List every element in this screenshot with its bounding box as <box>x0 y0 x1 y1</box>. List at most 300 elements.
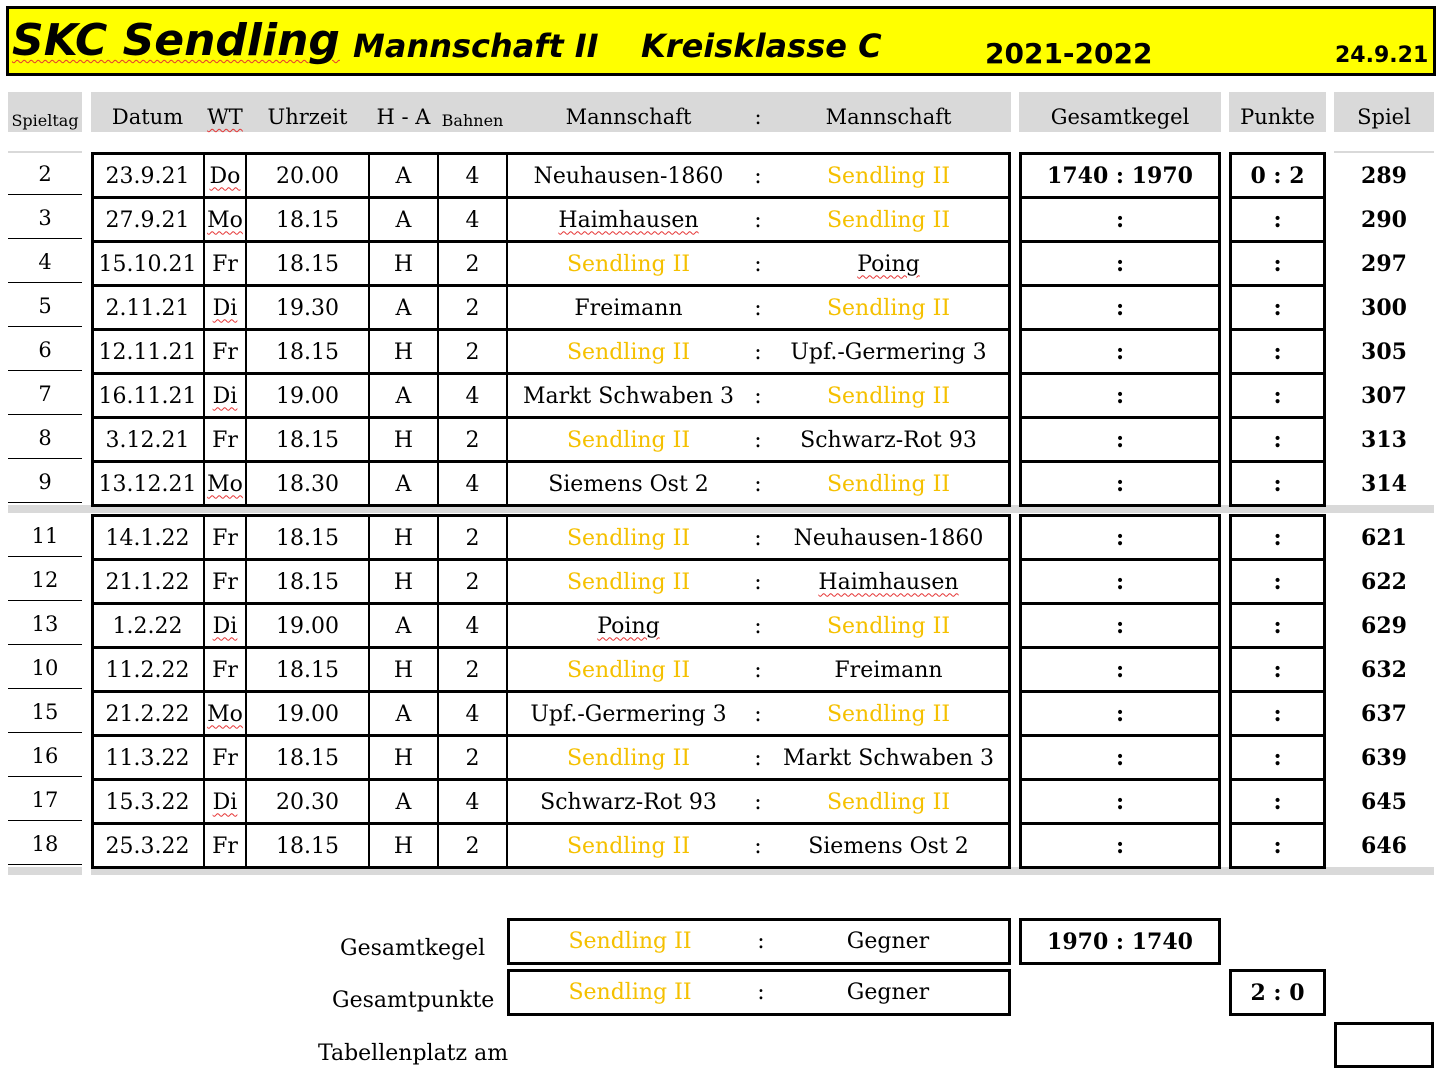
league-name: Kreisklasse C <box>641 27 882 65</box>
summary-kegel-box <box>507 918 1011 965</box>
match-wt <box>204 648 246 692</box>
match-home <box>507 516 750 560</box>
match-punkte-text: : <box>1273 657 1282 683</box>
match-ha <box>369 648 438 692</box>
match-uhrzeit <box>246 560 369 604</box>
match-away <box>766 242 1011 286</box>
spieltag-underline <box>8 820 82 821</box>
match-punkte <box>1229 648 1326 692</box>
match-bahnen <box>438 824 507 868</box>
match-uhrzeit-text: 18.15 <box>276 657 339 683</box>
match-uhrzeit-text: 18.15 <box>276 525 339 551</box>
match-home <box>507 374 750 418</box>
match-bahnen-text: 2 <box>465 295 480 321</box>
spieltag-underline <box>8 194 82 195</box>
match-kegel <box>1019 462 1221 506</box>
match-punkte <box>1229 418 1326 462</box>
match-ha-text: H <box>393 251 414 277</box>
match-sep-text: : <box>754 339 762 365</box>
match-away <box>766 560 1011 604</box>
match-sep-text: : <box>754 613 762 639</box>
spieltag-underline <box>8 282 82 283</box>
summary-kegel-label: Gesamtkegel <box>340 936 486 961</box>
title-banner <box>6 6 1436 76</box>
team-name: Mannschaft II <box>353 27 599 65</box>
match-datum-text: 15.3.22 <box>105 789 190 815</box>
match-sep-text: : <box>754 251 762 277</box>
match-wt-text: Di <box>212 383 238 409</box>
match-home <box>507 286 750 330</box>
match-uhrzeit-text: 20.30 <box>276 789 339 815</box>
spieltag-underline <box>8 776 82 777</box>
match-bahnen-text: 2 <box>465 745 480 771</box>
match-away <box>766 374 1011 418</box>
match-kegel <box>1019 824 1221 868</box>
match-bahnen <box>438 242 507 286</box>
match-punkte <box>1229 516 1326 560</box>
match-wt-text: Mo <box>207 701 243 727</box>
print-date: 24.9.21 <box>1335 43 1429 68</box>
match-wt <box>204 286 246 330</box>
match-bahnen-text: 2 <box>465 569 480 595</box>
spieltag-number: 7 <box>38 382 52 406</box>
match-spiel <box>1334 374 1434 418</box>
match-home <box>507 780 750 824</box>
match-bahnen <box>438 418 507 462</box>
match-kegel <box>1019 560 1221 604</box>
match-ha-text: H <box>393 833 414 859</box>
match-ha <box>369 516 438 560</box>
match-datum <box>91 516 204 560</box>
match-uhrzeit <box>246 824 369 868</box>
match-bahnen <box>438 604 507 648</box>
spieltag-number: 8 <box>38 426 52 450</box>
match-uhrzeit <box>246 330 369 374</box>
match-wt-text: Fr <box>212 525 238 551</box>
header-gesamtkegel: Gesamtkegel <box>1050 105 1190 129</box>
match-kegel <box>1019 648 1221 692</box>
tabellenplatz-label: Tabellenplatz am <box>318 1041 509 1066</box>
match-spiel-text: 629 <box>1361 613 1407 639</box>
match-kegel-text: : <box>1115 339 1125 365</box>
match-kegel-text: : <box>1115 569 1125 595</box>
match-kegel <box>1019 780 1221 824</box>
match-away <box>766 198 1011 242</box>
match-ha-text: H <box>393 569 414 595</box>
match-ha <box>369 692 438 736</box>
match-kegel-text: : <box>1115 207 1125 233</box>
match-bahnen <box>438 154 507 198</box>
spieltag-number: 6 <box>38 338 52 362</box>
match-punkte-text: 0 : 2 <box>1250 163 1305 189</box>
match-uhrzeit <box>246 198 369 242</box>
match-spiel <box>1334 462 1434 506</box>
match-ha-text: A <box>395 163 412 189</box>
match-home <box>507 462 750 506</box>
match-datum <box>91 604 204 648</box>
divider <box>8 867 82 875</box>
match-ha <box>369 462 438 506</box>
match-ha <box>369 198 438 242</box>
match-wt <box>204 604 246 648</box>
match-datum-text: 21.1.22 <box>105 569 190 595</box>
match-ha-text: A <box>395 295 412 321</box>
match-bahnen <box>438 692 507 736</box>
match-kegel-text: : <box>1115 251 1125 277</box>
match-datum-text: 12.11.21 <box>98 339 197 365</box>
match-datum <box>91 242 204 286</box>
match-datum <box>91 154 204 198</box>
match-away-text: Sendling II <box>826 789 951 815</box>
spieltag-number: 17 <box>31 788 59 812</box>
match-sep-text: : <box>754 525 762 551</box>
match-punkte <box>1229 374 1326 418</box>
match-ha <box>369 560 438 604</box>
match-wt-text: Mo <box>207 471 243 497</box>
match-kegel <box>1019 516 1221 560</box>
match-spiel-text: 307 <box>1361 383 1407 409</box>
match-wt <box>204 462 246 506</box>
match-home <box>507 418 750 462</box>
match-wt-text: Fr <box>212 657 238 683</box>
match-ha-text: H <box>393 339 414 365</box>
match-bahnen-text: 4 <box>465 163 480 189</box>
header-datum: Datum <box>111 105 184 129</box>
spieltag-number: 4 <box>38 250 52 274</box>
spieltag-number: 11 <box>31 524 59 548</box>
match-spiel-text: 645 <box>1361 789 1407 815</box>
match-away <box>766 418 1011 462</box>
match-kegel-text: : <box>1115 701 1125 727</box>
match-uhrzeit <box>246 516 369 560</box>
match-away-text: Sendling II <box>826 613 951 639</box>
match-ha <box>369 286 438 330</box>
match-uhrzeit <box>246 418 369 462</box>
match-ha-text: A <box>395 613 412 639</box>
header-spiel: Spiel <box>1357 105 1411 129</box>
spieltag-number: 15 <box>31 700 59 724</box>
match-uhrzeit-text: 18.15 <box>276 833 339 859</box>
match-wt-text: Fr <box>212 339 238 365</box>
match-home-text: Sendling II <box>566 657 691 683</box>
match-datum <box>91 374 204 418</box>
summary-kegel-home: Sendling II <box>568 929 692 954</box>
match-punkte <box>1229 780 1326 824</box>
match-home-text: Markt Schwaben 3 <box>522 383 735 409</box>
match-punkte-text: : <box>1273 613 1282 639</box>
divider <box>1334 151 1434 153</box>
match-punkte-text: : <box>1273 525 1282 551</box>
summary-punkte-value-box <box>1229 969 1326 1016</box>
match-spiel <box>1334 560 1434 604</box>
match-punkte <box>1229 824 1326 868</box>
match-uhrzeit-text: 18.15 <box>276 251 339 277</box>
match-sep-text: : <box>754 427 762 453</box>
match-spiel <box>1334 736 1434 780</box>
match-punkte <box>1229 604 1326 648</box>
match-home-text: Sendling II <box>566 833 691 859</box>
match-datum <box>91 736 204 780</box>
match-datum-text: 25.3.22 <box>105 833 190 859</box>
match-kegel <box>1019 692 1221 736</box>
match-away-text: Sendling II <box>826 701 951 727</box>
match-datum <box>91 560 204 604</box>
match-punkte <box>1229 736 1326 780</box>
match-bahnen <box>438 560 507 604</box>
match-datum-text: 2.11.21 <box>105 295 190 321</box>
match-sep-text: : <box>754 471 762 497</box>
match-bahnen <box>438 736 507 780</box>
match-away-text: Poing <box>857 251 920 277</box>
match-kegel <box>1019 154 1221 198</box>
match-bahnen <box>438 198 507 242</box>
match-wt-text: Fr <box>212 833 238 859</box>
summary-punkte-sep: : <box>757 980 765 1005</box>
match-punkte-text: : <box>1273 207 1282 233</box>
divider <box>8 151 82 153</box>
match-uhrzeit <box>246 692 369 736</box>
spieltag-underline <box>8 600 82 601</box>
match-home-text: Haimhausen <box>558 207 699 233</box>
summary-punkte-value: 2 : 0 <box>1250 979 1305 1006</box>
spieltag-number: 13 <box>31 612 59 636</box>
match-ha-text: A <box>395 789 412 815</box>
match-uhrzeit-text: 18.30 <box>276 471 339 497</box>
match-away-text: Sendling II <box>826 207 951 233</box>
match-bahnen <box>438 286 507 330</box>
header-away-team: Mannschaft <box>825 105 952 129</box>
match-spiel <box>1334 648 1434 692</box>
match-bahnen-text: 2 <box>465 339 480 365</box>
match-wt-text: Di <box>212 789 238 815</box>
match-ha-text: A <box>395 471 412 497</box>
match-spiel-text: 622 <box>1361 569 1407 595</box>
season: 2021-2022 <box>985 37 1153 70</box>
match-spiel <box>1334 330 1434 374</box>
match-punkte <box>1229 330 1326 374</box>
spieltag-underline <box>8 414 82 415</box>
spieltag-underline <box>8 732 82 733</box>
match-kegel <box>1019 198 1221 242</box>
match-kegel-text: 1740 : 1970 <box>1047 163 1193 189</box>
match-punkte <box>1229 560 1326 604</box>
match-wt <box>204 780 246 824</box>
summary-kegel-value: 1970 : 1740 <box>1047 928 1193 955</box>
match-datum-text: 16.11.21 <box>98 383 197 409</box>
match-uhrzeit <box>246 374 369 418</box>
match-home-text: Siemens Ost 2 <box>548 471 709 497</box>
match-sep-text: : <box>754 745 762 771</box>
match-home-text: Sendling II <box>566 745 691 771</box>
match-punkte-text: : <box>1273 295 1282 321</box>
match-wt-text: Di <box>212 295 238 321</box>
match-uhrzeit <box>246 242 369 286</box>
match-spiel-text: 646 <box>1361 833 1407 859</box>
match-punkte-text: : <box>1273 833 1282 859</box>
match-away <box>766 824 1011 868</box>
match-spiel <box>1334 154 1434 198</box>
match-home <box>507 692 750 736</box>
match-away-text: Haimhausen <box>818 569 959 595</box>
match-kegel <box>1019 736 1221 780</box>
match-punkte-text: : <box>1273 251 1282 277</box>
spieltag-number: 16 <box>31 744 59 768</box>
match-kegel-text: : <box>1115 427 1125 453</box>
match-ha-text: H <box>393 745 414 771</box>
match-wt <box>204 242 246 286</box>
spieltag-underline <box>8 370 82 371</box>
spieltag-number: 10 <box>31 656 59 680</box>
match-spiel-text: 289 <box>1361 163 1407 189</box>
match-uhrzeit <box>246 154 369 198</box>
match-bahnen <box>438 462 507 506</box>
match-sep-text: : <box>754 163 762 189</box>
match-ha-text: A <box>395 701 412 727</box>
match-away-text: Markt Schwaben 3 <box>782 745 995 771</box>
match-ha <box>369 330 438 374</box>
match-kegel <box>1019 330 1221 374</box>
match-kegel <box>1019 286 1221 330</box>
match-ha <box>369 154 438 198</box>
match-datum-text: 11.2.22 <box>105 657 190 683</box>
match-ha <box>369 780 438 824</box>
spieltag-number: 5 <box>38 294 52 318</box>
match-home-text: Poing <box>597 613 660 639</box>
match-spiel <box>1334 516 1434 560</box>
match-wt <box>204 560 246 604</box>
match-punkte <box>1229 462 1326 506</box>
match-kegel-text: : <box>1115 525 1125 551</box>
header-uhrzeit: Uhrzeit <box>267 105 348 129</box>
match-uhrzeit <box>246 648 369 692</box>
match-punkte-text: : <box>1273 339 1282 365</box>
match-away-text: Upf.-Germering 3 <box>790 339 987 365</box>
match-kegel <box>1019 242 1221 286</box>
header-bahnen: Bahnen <box>441 111 504 130</box>
match-punkte <box>1229 198 1326 242</box>
match-wt-text: Di <box>212 613 238 639</box>
match-spiel <box>1334 198 1434 242</box>
match-away <box>766 648 1011 692</box>
match-home <box>507 198 750 242</box>
match-datum <box>91 780 204 824</box>
match-kegel-text: : <box>1115 745 1125 771</box>
match-kegel-text: : <box>1115 613 1125 639</box>
match-home-text: Sendling II <box>566 525 691 551</box>
match-wt-text: Fr <box>212 427 238 453</box>
summary-kegel-sep: : <box>757 929 765 954</box>
spieltag-number: 9 <box>38 470 52 494</box>
spieltag-underline <box>8 556 82 557</box>
match-uhrzeit-text: 18.15 <box>276 569 339 595</box>
match-wt-text: Fr <box>212 569 238 595</box>
match-wt-text: Do <box>209 163 241 189</box>
match-away <box>766 736 1011 780</box>
match-away-text: Sendling II <box>826 471 951 497</box>
match-home-text: Sendling II <box>566 427 691 453</box>
match-punkte <box>1229 692 1326 736</box>
match-sep-text: : <box>754 207 762 233</box>
match-spiel <box>1334 242 1434 286</box>
match-uhrzeit <box>246 286 369 330</box>
match-spiel-text: 314 <box>1361 471 1407 497</box>
match-uhrzeit <box>246 462 369 506</box>
match-datum <box>91 462 204 506</box>
match-datum <box>91 692 204 736</box>
match-wt <box>204 736 246 780</box>
match-wt <box>204 824 246 868</box>
match-kegel-text: : <box>1115 383 1125 409</box>
match-punkte-text: : <box>1273 789 1282 815</box>
match-uhrzeit-text: 19.00 <box>276 383 339 409</box>
match-bahnen-text: 4 <box>465 471 480 497</box>
match-uhrzeit <box>246 736 369 780</box>
match-uhrzeit-text: 18.15 <box>276 745 339 771</box>
spieltag-number: 3 <box>38 206 52 230</box>
match-spiel <box>1334 418 1434 462</box>
match-datum <box>91 330 204 374</box>
match-wt <box>204 198 246 242</box>
match-away <box>766 154 1011 198</box>
match-datum <box>91 418 204 462</box>
match-bahnen <box>438 516 507 560</box>
match-punkte-text: : <box>1273 383 1282 409</box>
match-ha-text: H <box>393 657 414 683</box>
match-kegel-text: : <box>1115 471 1125 497</box>
spieltag-underline <box>8 688 82 689</box>
match-away-text: Sendling II <box>826 163 951 189</box>
match-uhrzeit-text: 19.00 <box>276 613 339 639</box>
match-spiel <box>1334 286 1434 330</box>
match-bahnen-text: 4 <box>465 207 480 233</box>
match-datum-text: 21.2.22 <box>105 701 190 727</box>
match-home-text: Sendling II <box>566 569 691 595</box>
match-sep-text: : <box>754 701 762 727</box>
match-sep-text: : <box>754 833 762 859</box>
match-home-text: Schwarz-Rot 93 <box>540 789 717 815</box>
match-sep-text: : <box>754 383 762 409</box>
spieltag-underline <box>8 326 82 327</box>
match-away <box>766 692 1011 736</box>
match-ha-text: A <box>395 207 412 233</box>
match-wt-text: Fr <box>212 251 238 277</box>
match-away <box>766 516 1011 560</box>
header-punkte: Punkte <box>1240 105 1315 129</box>
match-ha <box>369 736 438 780</box>
match-ha <box>369 604 438 648</box>
match-kegel <box>1019 374 1221 418</box>
match-punkte-text: : <box>1273 569 1282 595</box>
match-wt <box>204 374 246 418</box>
match-bahnen-text: 4 <box>465 613 480 639</box>
match-punkte-text: : <box>1273 701 1282 727</box>
header-spieltag: Spieltag <box>11 111 79 130</box>
match-punkte <box>1229 154 1326 198</box>
summary-punkte-box <box>507 969 1011 1016</box>
match-wt <box>204 330 246 374</box>
match-away-text: Sendling II <box>826 383 951 409</box>
header-home-team: Mannschaft <box>565 105 692 129</box>
match-punkte-text: : <box>1273 745 1282 771</box>
spieltag-number: 18 <box>31 832 59 856</box>
match-bahnen-text: 2 <box>465 525 480 551</box>
match-wt <box>204 516 246 560</box>
match-kegel-text: : <box>1115 657 1125 683</box>
match-datum-text: 14.1.22 <box>105 525 190 551</box>
match-kegel <box>1019 418 1221 462</box>
spieltag-underline <box>8 238 82 239</box>
match-ha-text: H <box>393 427 414 453</box>
